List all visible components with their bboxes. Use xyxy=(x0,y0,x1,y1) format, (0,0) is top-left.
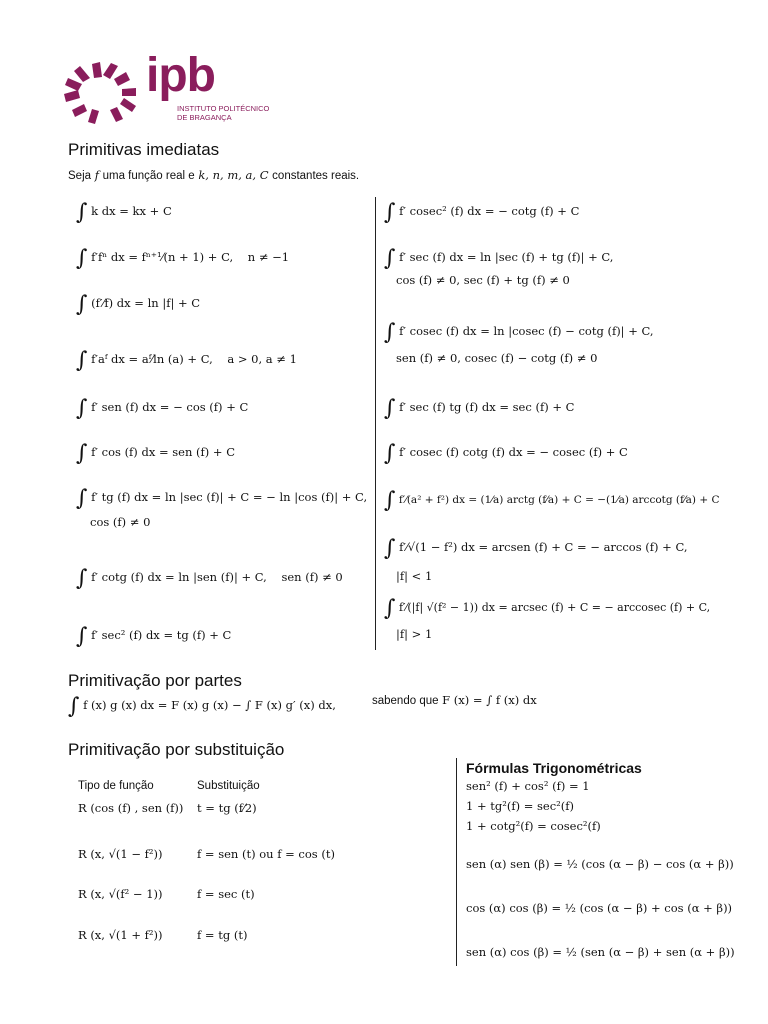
formula-body: f′ cosec² (f) dx = − cotg (f) + C xyxy=(399,204,580,218)
integral-sign-icon: ∫ xyxy=(76,246,88,271)
parts-formula-body: f (x) g (x) dx = F (x) g (x) − ∫ F (x) g′ (x) dx, xyxy=(83,698,336,712)
integral-sign-icon: ∫ xyxy=(76,396,88,421)
integral-sign-icon: ∫ xyxy=(76,292,88,317)
formula-right-3-condition: sen (f) ≠ 0, cosec (f) − cotg (f) ≠ 0 xyxy=(396,351,598,365)
integral-sign-icon: ∫ xyxy=(384,320,396,345)
parts-note-label: sabendo que xyxy=(372,695,439,707)
parts-note xyxy=(372,694,537,709)
trig-line-5: cos (α) cos (β) = ½ (cos (α − β) + cos (α + β)) xyxy=(466,901,733,915)
formula-body: f′fⁿ dx = fⁿ⁺¹⁄(n + 1) + C, xyxy=(91,250,234,264)
subst-row-1-type: R (cos (f) , sen (f)) xyxy=(78,801,184,815)
formula-left-7-condition: cos (f) ≠ 0 xyxy=(90,515,151,529)
formula-body: f′ sen (f) dx = − cos (f) + C xyxy=(91,400,249,414)
trig-line-3: 1 + cotg²(f) = cosec²(f) xyxy=(466,819,601,833)
formula-left-9 xyxy=(76,624,231,650)
integral-sign-icon: ∫ xyxy=(384,200,396,225)
column-divider xyxy=(375,197,376,650)
ipb-logo xyxy=(56,49,270,130)
formula-right-3 xyxy=(384,320,654,346)
formula-body: f′ cosec (f) cotg (f) dx = − cosec (f) + C xyxy=(399,445,628,459)
trig-line-2: 1 + tg²(f) = sec²(f) xyxy=(466,799,575,813)
integral-sign-icon: ∫ xyxy=(384,246,396,271)
integral-sign-icon: ∫ xyxy=(76,486,88,511)
formula-body: f′⁄(|f| √(f² − 1)) dx = arcsec (f) + C = − arccosec (f) + C, xyxy=(398,601,711,614)
ipb-emblem-icon xyxy=(56,60,148,126)
integral-sign-icon: ∫ xyxy=(76,566,88,591)
column-header-tipo-de-funcao: Tipo de função xyxy=(78,780,154,792)
integral-sign-icon: ∫ xyxy=(76,348,88,373)
formula-condition: n ≠ −1 xyxy=(247,250,290,264)
integral-sign-icon: ∫ xyxy=(68,694,80,719)
trig-box-border xyxy=(456,758,457,966)
formula-body: f′⁄(a² + f²) dx = (1⁄a) arctg (f⁄a) + C = −(1⁄a) arccotg (f⁄a) + C xyxy=(398,494,720,506)
subst-row-2-type: R (x, √(1 − f²)) xyxy=(78,847,163,861)
formula-right-7 xyxy=(384,536,688,562)
subst-row-3-type: R (x, √(f² − 1)) xyxy=(78,887,163,901)
intro-suffix: constantes reais. xyxy=(272,170,360,182)
subst-row-4-subst: f = tg (t) xyxy=(197,928,248,942)
formula-left-3 xyxy=(76,292,200,318)
formula-body: (f′⁄f) dx = ln |f| + C xyxy=(91,296,201,310)
subst-row-1-subst: t = tg (f⁄2) xyxy=(197,801,257,815)
formula-right-8-condition: |f| > 1 xyxy=(396,627,433,641)
formula-right-5 xyxy=(384,441,628,467)
trig-line-6: sen (α) cos (β) = ½ (sen (α − β) + sen (α + β)) xyxy=(466,945,735,959)
formula-left-7 xyxy=(76,486,367,512)
formula-right-4 xyxy=(384,396,574,422)
formula-condition: sen (f) ≠ 0 xyxy=(281,570,343,584)
ipb-name-line-1: INSTITUTO POLITÉCNICO xyxy=(177,104,270,113)
formula-body: f′aᶠ dx = aᶠ⁄ln (a) + C, xyxy=(91,352,213,366)
formula-right-8 xyxy=(384,596,710,622)
integral-sign-icon: ∫ xyxy=(384,396,396,421)
formula-right-6 xyxy=(384,488,720,514)
intro-mid: uma função real e xyxy=(102,170,195,182)
formula-body: f′ cotg (f) dx = ln |sen (f)| + C, xyxy=(91,570,267,584)
formula-body: f′ tg (f) dx = ln |sec (f)| + C = − ln |cos (f)| + C, xyxy=(91,490,368,504)
formula-condition: a > 0, a ≠ 1 xyxy=(227,352,297,366)
formula-body: f′ cos (f) dx = sen (f) + C xyxy=(91,445,235,459)
formula-right-7-condition: |f| < 1 xyxy=(396,569,433,583)
section-title-primitivacao-por-partes: Primitivação por partes xyxy=(68,671,242,690)
integral-sign-icon: ∫ xyxy=(76,624,88,649)
ipb-wordmark: ipb xyxy=(146,49,215,102)
subst-row-3-subst: f = sec (t) xyxy=(197,887,255,901)
intro-vars: k, n, m, a, C xyxy=(198,168,269,182)
formula-right-1 xyxy=(384,200,579,226)
trig-line-1: sen² (f) + cos² (f) = 1 xyxy=(466,779,590,793)
formula-left-6 xyxy=(76,441,235,467)
formula-right-2 xyxy=(384,246,613,272)
formula-left-2 xyxy=(76,246,289,272)
integral-sign-icon: ∫ xyxy=(384,536,396,561)
formula-left-1 xyxy=(76,200,172,226)
column-header-substituicao: Substituição xyxy=(197,780,260,792)
intro-f: f xyxy=(94,168,99,182)
formula-body: f′ sec (f) dx = ln |sec (f) + tg (f)| + C, xyxy=(399,250,614,264)
integral-sign-icon: ∫ xyxy=(76,441,88,466)
formula-body: k dx = kx + C xyxy=(91,204,172,218)
trig-line-4: sen (α) sen (β) = ½ (cos (α − β) − cos (α + β)) xyxy=(466,857,734,871)
formula-body: f′ sec² (f) dx = tg (f) + C xyxy=(91,628,232,642)
parts-note-formula: F (x) = ∫ f (x) dx xyxy=(442,693,537,707)
trig-title: Fórmulas Trigonométricas xyxy=(466,760,642,776)
formula-body: f′ sec (f) tg (f) dx = sec (f) + C xyxy=(399,400,575,414)
formula-left-8 xyxy=(76,566,343,592)
intro-prefix: Seja xyxy=(68,170,92,182)
ipb-name-line-2: DE BRAGANÇA xyxy=(177,113,232,122)
section-title-primitivas-imediatas: Primitivas imediatas xyxy=(68,140,220,159)
formula-left-4 xyxy=(76,348,297,374)
section-title-primitivacao-por-substituicao: Primitivação por substituição xyxy=(68,740,285,759)
formula-body: f′ cosec (f) dx = ln |cosec (f) − cotg (f)| + C, xyxy=(399,324,654,338)
subst-row-4-type: R (x, √(1 + f²)) xyxy=(78,928,163,942)
integral-sign-icon: ∫ xyxy=(384,488,396,513)
intro-line xyxy=(68,168,359,182)
formula-right-2-condition: cos (f) ≠ 0, sec (f) + tg (f) ≠ 0 xyxy=(396,273,570,287)
subst-row-2-subst: f = sen (t) ou f = cos (t) xyxy=(197,847,335,861)
parts-formula xyxy=(68,694,336,720)
formula-body: f′⁄√(1 − f²) dx = arcsen (f) + C = − arccos (f) + C, xyxy=(399,540,688,554)
formula-left-5 xyxy=(76,396,248,422)
integral-sign-icon: ∫ xyxy=(76,200,88,225)
integral-sign-icon: ∫ xyxy=(384,596,396,621)
integral-sign-icon: ∫ xyxy=(384,441,396,466)
